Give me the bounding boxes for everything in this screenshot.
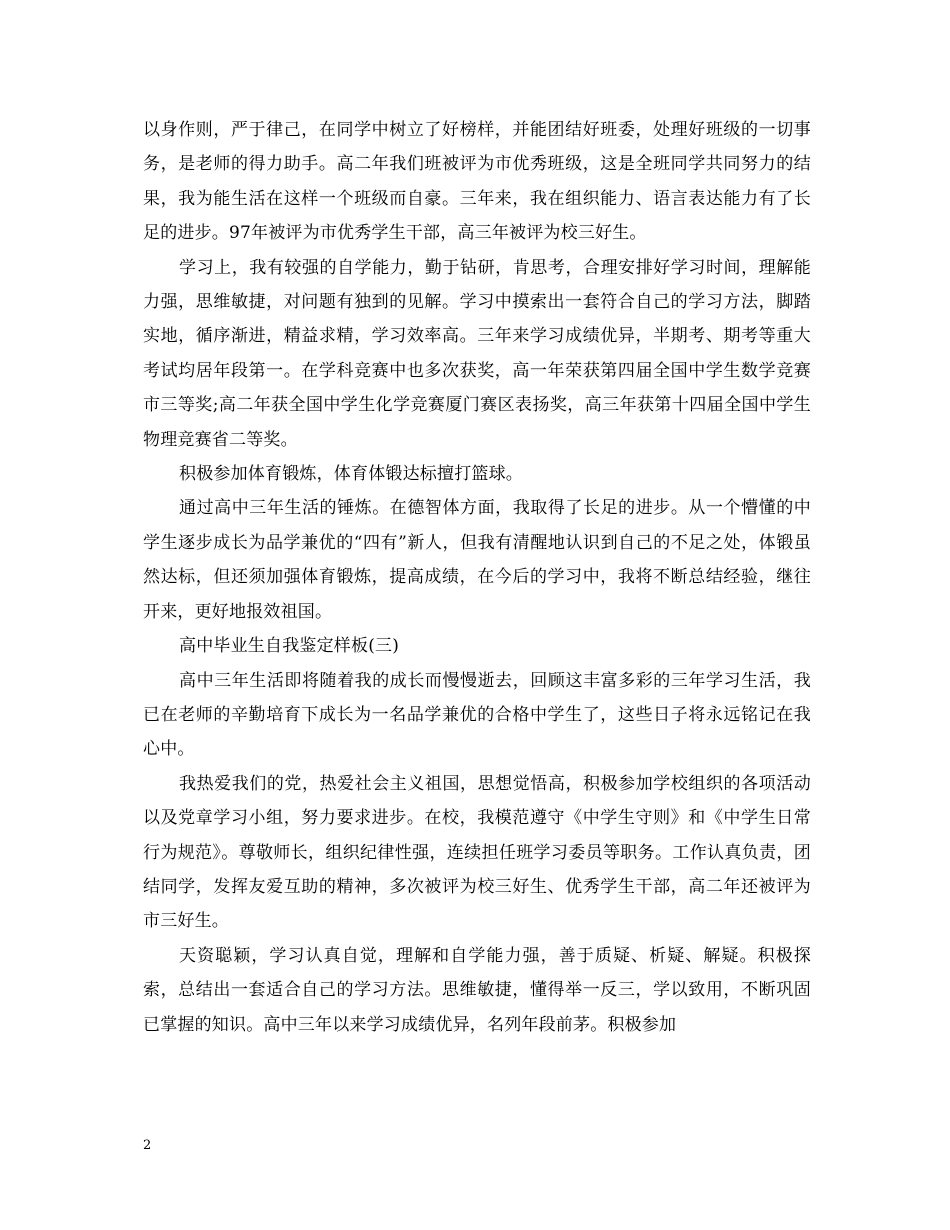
- document-body: [143, 113, 811, 1042]
- paragraph-5: 高中三年生活即将随着我的成长而慢慢逝去，回顾这丰富多彩的三年学习生活，我已在老师的辛勤培育下成长为一名品学兼优的合格中学生了，这些日子将永远铭记在我心中。: [143, 670, 811, 760]
- paragraph-4: 通过高中三年生活的锤炼。在德智体方面，我取得了长足的进步。从一个懵懂的中学生逐步成长为品学兼优的“四有”新人，但我有清醒地认识到自己的不足之处，体锻虽然达标，但还须加强体育锻炼，提高成绩，在今后的学习中，我将不断总结经验，继往开来，更好地报效祖国。: [143, 498, 811, 622]
- section-heading: 高中毕业生自我鉴定样板(三): [179, 636, 400, 657]
- paragraph-3: 积极参加体育锻炼，体育体锻达标擅打篮球。: [179, 464, 523, 485]
- paragraph-7: 天资聪颖，学习认真自觉，理解和自学能力强，善于质疑、析疑、解疑。积极探索，总结出一套适合自己的学习方法。思维敏捷，懂得举一反三，学以致用，不断巩固已掌握的知识。高中三年以来学习成绩优异，名列年段前茅。积极参加: [143, 945, 811, 1035]
- page-number: 2: [143, 1138, 152, 1153]
- paragraph-6: 我热爱我们的党，热爱社会主义祖国，思想觉悟高，积极参加学校组织的各项活动以及党章学习小组，努力要求进步。在校，我模范遵守《中学生守则》和《中学生日常行为规范》。尊敬师长，组织纪律性强，连续担任班学习委员等职务。工作认真负责，团结同学，发挥友爱互助的精神，多次被评为校三好生、优秀学生干部，高二年还被评为市三好生。: [143, 773, 811, 932]
- paragraph-2: 学习上，我有较强的自学能力，勤于钻研，肯思考，合理安排好学习时间，理解能力强，思维敏捷，对问题有独到的见解。学习中摸索出一套符合自己的学习方法，脚踏实地，循序渐进，精益求精，学习效率高。三年来学习成绩优异，半期考、期考等重大考试均居年段第一。在学科竞赛中也多次获奖，高一年荣获第四届全国中学生数学竞赛市三等奖;高二年获全国中学生化学竞赛厦门赛区表扬奖，高三年获第十四届全国中学生物理竞赛省二等奖。: [143, 257, 811, 450]
- paragraph-1: 以身作则，严于律己，在同学中树立了好榜样，并能团结好班委，处理好班级的一切事务，是老师的得力助手。高二年我们班被评为市优秀班级，这是全班同学共同努力的结果，我为能生活在这样一个班级而自豪。三年来，我在组织能力、语言表达能力有了长足的进步。97年被评为市优秀学生干部，高三年被评为校三好生。: [143, 120, 811, 244]
